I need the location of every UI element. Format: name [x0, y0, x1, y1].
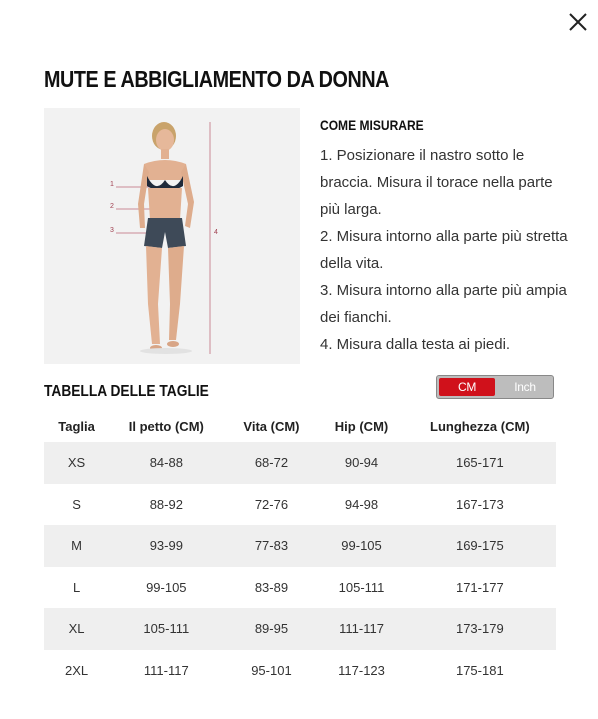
measure-step: 3. Misura intorno alla parte più ampia dei fianchi. [320, 282, 567, 326]
close-button[interactable] [566, 10, 590, 34]
marker-2: 2 [110, 203, 114, 210]
table-cell: 90-94 [319, 442, 403, 484]
size-table [44, 410, 556, 691]
table-cell: 173-179 [404, 608, 556, 650]
table-cell: 2XL [64, 662, 89, 678]
how-to-measure-title: COME MISURARE [320, 117, 424, 133]
measure-step: 2. Misura intorno alla parte più stretta della vita. [320, 228, 568, 272]
table-cell: 99-105 [146, 579, 187, 595]
marker-3: 3 [110, 227, 114, 234]
table-cell: 111-117 [319, 608, 403, 650]
measure-step: 4. Misura dalla testa ai piedi. [320, 336, 511, 353]
table-row [44, 567, 556, 609]
table-cell: 94-98 [344, 496, 379, 512]
table-cell: 105-111 [338, 579, 385, 595]
unit-inch-button[interactable]: Inch [514, 380, 536, 394]
measure-steps [320, 142, 570, 358]
table-cell: S [72, 496, 81, 512]
model-illustration [44, 108, 300, 364]
table-row [44, 608, 556, 650]
size-table-title: TABELLA DELLE TAGLIE [44, 383, 209, 400]
marker-4: 4 [214, 229, 218, 236]
table-row [44, 525, 556, 567]
table-header-row [44, 410, 556, 442]
table-cell: 77-83 [224, 525, 320, 567]
table-cell: 171-177 [455, 579, 504, 595]
table-cell: 84-88 [109, 442, 223, 484]
table-cell: M [44, 525, 109, 567]
table-cell: 83-89 [254, 579, 289, 595]
unit-toggle[interactable] [436, 375, 554, 399]
table-cell: 167-173 [455, 496, 504, 512]
column-header: Lunghezza (CM) [430, 418, 530, 434]
table-cell: 105-111 [109, 608, 223, 650]
dialog-title: MUTE E ABBIGLIAMENTO DA DONNA [44, 66, 390, 92]
column-header: Il petto (CM) [128, 418, 204, 434]
table-cell: XS [44, 442, 109, 484]
table-cell: 72-76 [254, 496, 289, 512]
column-header: Hip (CM) [334, 418, 389, 434]
table-cell: 169-175 [404, 525, 556, 567]
measurement-figure [44, 108, 300, 364]
table-cell: 93-99 [109, 525, 223, 567]
table-cell: 99-105 [319, 525, 403, 567]
table-cell: 175-181 [455, 662, 504, 678]
table-cell: 165-171 [404, 442, 556, 484]
table-row [44, 650, 556, 692]
table-cell: 68-72 [224, 442, 320, 484]
table-cell: 111-117 [143, 662, 189, 678]
table-cell: 117-123 [338, 662, 385, 678]
table-cell: XL [44, 608, 109, 650]
table-row [44, 484, 556, 526]
measure-step: 1. Posizionare il nastro sotto le braccia. Misura il torace nella parte più larga. [320, 147, 553, 218]
table-row [44, 442, 556, 484]
table-cell: 88-92 [149, 496, 183, 512]
unit-cm-button[interactable]: CM [439, 378, 495, 396]
table-cell: 95-101 [251, 662, 292, 678]
marker-1: 1 [110, 181, 114, 188]
column-header: Vita (CM) [243, 418, 300, 434]
table-cell: L [72, 579, 81, 595]
table-cell: 89-95 [224, 608, 320, 650]
close-icon[interactable] [566, 10, 590, 34]
column-header: Taglia [58, 418, 95, 434]
